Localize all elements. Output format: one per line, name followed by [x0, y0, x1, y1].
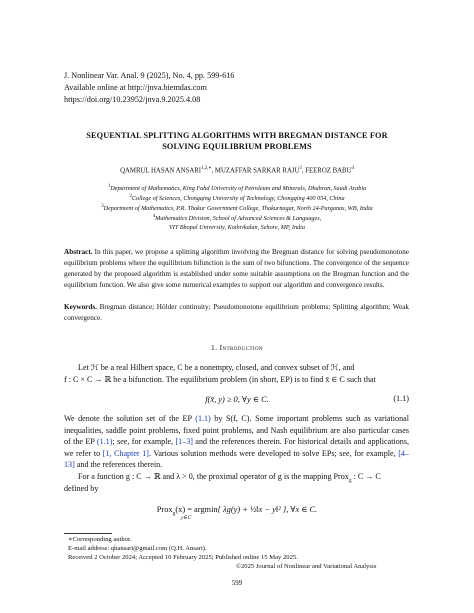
affiliation-4-cont: [0, 224, 474, 231]
eq-prox-lhs: Prox: [156, 505, 173, 514]
intro-p3c: defined by: [64, 484, 99, 493]
abstract-label: Abstract.: [64, 248, 93, 256]
footnote-rule: [64, 533, 112, 534]
doi-link[interactable]: https://doi.org/10.23952/jnva.9.2025.4.08: [64, 95, 201, 104]
intro-p2-text4: and the references therein. For historical details and applications, we refer to: [64, 437, 409, 458]
affiliation-1-text: Department of Mathematics, King Fahd University of Petroleum and Minerals, Dhahran, Saudi Arabia: [110, 185, 367, 193]
equation-1-1-number: (1.1): [393, 394, 409, 403]
affiliation-3: [0, 204, 474, 212]
page-number: 599: [231, 580, 243, 587]
affiliation-1-sup: 1: [107, 184, 111, 189]
journal-url[interactable]: Available online at http://jnva.biemdas.com: [64, 83, 207, 92]
section-number: 1.: [211, 343, 218, 352]
keywords-label: Keywords.: [64, 303, 97, 311]
intro-p3-sub: g: [348, 477, 352, 484]
author-1: QAMRUL HASAN ANSARI: [120, 167, 202, 175]
abstract: [64, 247, 409, 291]
author-2: , MUZAFFAR SARKAR RAJU: [211, 167, 300, 175]
author-2-sup: 3: [299, 166, 302, 171]
affiliation-2-text: College of Sciences, Chongqing University of Technology, Chongqing 400 054, China: [131, 195, 345, 203]
intro-p2-text6: and the references therein.: [74, 460, 163, 470]
keywords: [64, 302, 409, 324]
intro-p1a: Let ℋ be a real Hilbert space, C be a nonempty, closed, and convex subset of ℋ, and: [78, 363, 355, 372]
author-1-sup: 1,2,∗: [201, 166, 212, 171]
affiliation-4-cont-text: VIT Bhopal University, Kothrikalan, Sehore, MP, India: [169, 224, 305, 231]
affiliation-1: [0, 184, 474, 192]
eq-prox-sub: g: [172, 510, 176, 517]
intro-p3-text2: : C → C: [351, 472, 381, 481]
footnote-dates: Received 2 October 2024; Accepted 10 February 2025; Published online 15 May 2025.: [68, 554, 298, 561]
ref-citation-1-3[interactable]: [1–3]: [175, 437, 193, 447]
intro-p2: [64, 413, 409, 471]
affiliation-2: [0, 194, 474, 202]
ref-eq-1-1[interactable]: (1.1): [195, 414, 211, 423]
author-list: [0, 166, 474, 174]
affiliation-4-sup: 4: [152, 214, 156, 219]
intro-p2-text1: We denote the solution set of the EP: [64, 414, 196, 423]
footnote-corresponding: ∗Corresponding author.: [68, 536, 132, 543]
intro-p1b: f : C × C → ℝ be a bifunction. The equilibrium problem (in short, EP) is to find x̄ ∈ C such that: [64, 375, 376, 384]
ref-citation-1-chapter[interactable]: [1, Chapter 1]: [102, 448, 149, 458]
journal-citation: J. Nonlinear Var. Anal. 9 (2025), No. 4, pp. 599-616: [64, 71, 235, 80]
eq-prox-rhs: { λg(y) + ½‖x − y‖² }, ∀x ∈ C.: [217, 505, 318, 514]
eq-prox-under: y∈C: [181, 515, 192, 521]
author-3-sup: 4: [351, 166, 354, 171]
paper-title-line1: SEQUENTIAL SPLITTING ALGORITHMS WITH BREGMAN DISTANCE FOR: [86, 131, 388, 140]
ref-citation-4-13[interactable]: [4–13]: [64, 448, 409, 470]
abstract-text: In this paper, we propose a splitting algorithm involving the Bregman distance for solving pseudomonotone equilibrium problems where the equilibrium bifunction is the sum of two bifunctions. The convergence of the sequence generated by the proposed algorithm is established under some suitable assumptions on the Bregman function and the equilibrium function. We also give some numerical examples to support our algorithm and convergence results.: [64, 248, 409, 289]
intro-p2-text3: ; see, for example,: [112, 437, 176, 447]
affiliation-4: [0, 214, 474, 222]
affiliation-2-sup: 2: [129, 194, 132, 199]
equation-1-1: f(x̄, y) ≥ 0, ∀y ∈ C.: [205, 395, 269, 404]
ref-eq-1-1-b[interactable]: (1.1): [96, 437, 113, 447]
intro-p2-text5: . Various solution methods were developed to solve EPs; see, for example,: [148, 448, 399, 458]
equation-prox: [0, 504, 474, 517]
affiliation-3-text: Department of Mathematics, P.R. Thakur Government College, Thakurnagar, North 24-Parganas, WB, India: [103, 205, 373, 213]
affiliation-4-text: Mathematics Division, School of Advanced Sciences & Languages,: [155, 215, 322, 223]
intro-p3-text1: For a function g : C → ℝ and λ > 0, the proximal operator of g is the mapping Prox: [78, 472, 349, 481]
keywords-text: Bregman distance; Hölder continuity; Pseudomonotone equilibrium problems; Splitting algorithm; Weak convergence.: [64, 303, 409, 322]
affiliation-3-sup: 3: [101, 204, 104, 209]
intro-p2-text2: by S(f, C). Some important problems such as variational inequalities, saddle point problems, fixed point problems, and Nash equilibrium are also particular cases of the EP: [64, 414, 409, 447]
footnote-copyright: ©2025 Journal of Nonlinear and Variational Analysis: [236, 563, 377, 570]
author-3: , FEEROZ BABU: [301, 167, 352, 175]
eq-prox-mid: (x) = argmin: [175, 505, 218, 514]
footnote-email: E-mail address: qhansari@gmail.com (Q.H. Ansari).: [68, 545, 207, 552]
section-heading: [0, 343, 474, 352]
section-title: Introduction: [219, 343, 263, 352]
paper-title-line2: SOLVING EQUILIBRIUM PROBLEMS: [162, 142, 312, 151]
